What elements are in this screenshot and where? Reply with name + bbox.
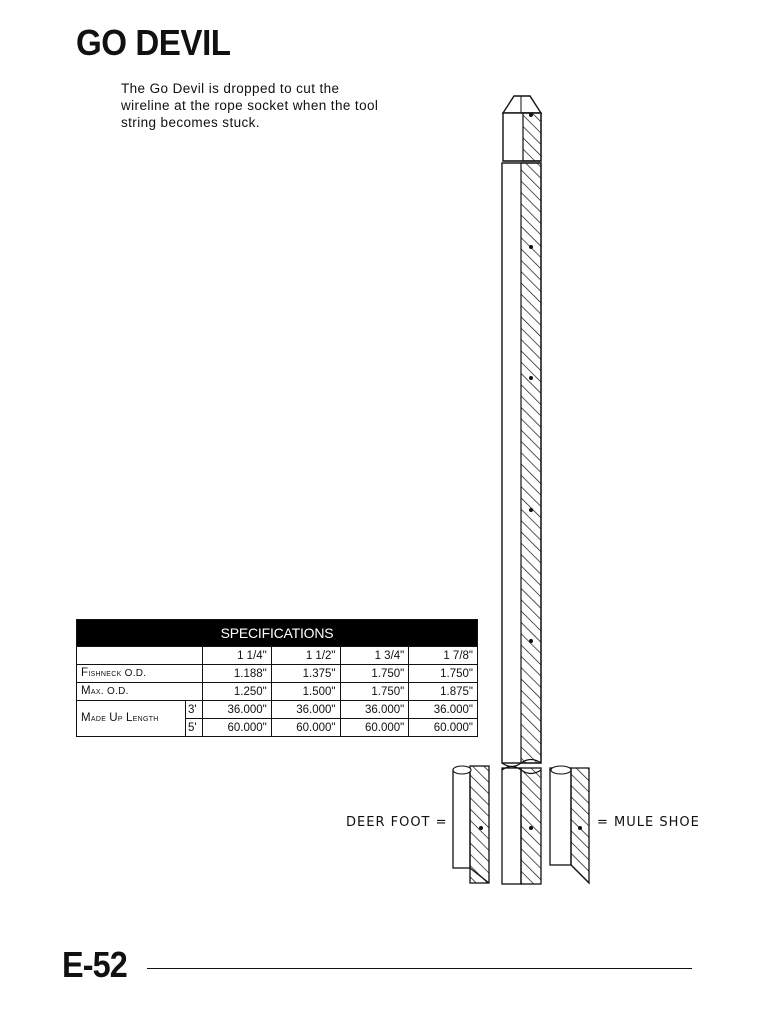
made-up-length-label [77,701,186,737]
value-cell: 1.875" [409,683,478,701]
page-number: E-52 [62,944,127,985]
max-od-label [77,683,203,701]
label-initial: L [125,712,133,724]
value-cell: 1.250" [203,683,272,701]
label-rest: ax. O.D. [90,686,129,697]
footer-divider [147,968,692,969]
size-cell: 1 1/4" [203,647,272,665]
size-cell: 1 1/2" [271,647,340,665]
description-text: The Go Devil is dropped to cut the wireline at the rope socket when the tool string becomes stuck. [121,81,379,130]
page-title: GO DEVIL [76,22,231,63]
value-cell: 60.000" [203,719,272,737]
value-cell: 60.000" [340,719,409,737]
value-cell: 36.000" [409,701,478,719]
size-cell: 1 3/4" [340,647,409,665]
value-cell: 60.000" [409,719,478,737]
length-cell: 3' [186,701,203,719]
length-cell: 5' [186,719,203,737]
label-initial: M [81,685,91,697]
value-cell: 36.000" [340,701,409,719]
value-cell: 1.375" [271,665,340,683]
deer-foot-label: DEER FOOT = [346,815,448,830]
go-devil-diagram [340,85,720,895]
value-cell: 60.000" [271,719,340,737]
value-cell: 1.188" [203,665,272,683]
label-initial: F [81,667,89,679]
label-initial: U [109,712,118,724]
label-rest: ade [90,713,110,724]
label-rest: ength [132,713,159,724]
label-rest: p [117,713,126,724]
value-cell: 36.000" [271,701,340,719]
label-initial: M [81,712,91,724]
value-cell: 1.750" [409,665,478,683]
table-header: SPECIFICATIONS [77,620,478,647]
mule-shoe-label: = MULE SHOE [597,815,700,830]
deer-foot-bottom [453,766,489,883]
value-cell: 36.000" [203,701,272,719]
value-cell: 1.500" [271,683,340,701]
size-cell: 1 7/8" [409,647,478,665]
tool-body [502,96,541,767]
label-rest: ishneck O.D. [88,668,147,679]
value-cell: 1.750" [340,683,409,701]
standard-bottom [502,767,541,885]
fishneck-label [77,665,203,683]
empty-cell [77,647,203,665]
mule-shoe-bottom [550,766,589,883]
value-cell: 1.750" [340,665,409,683]
